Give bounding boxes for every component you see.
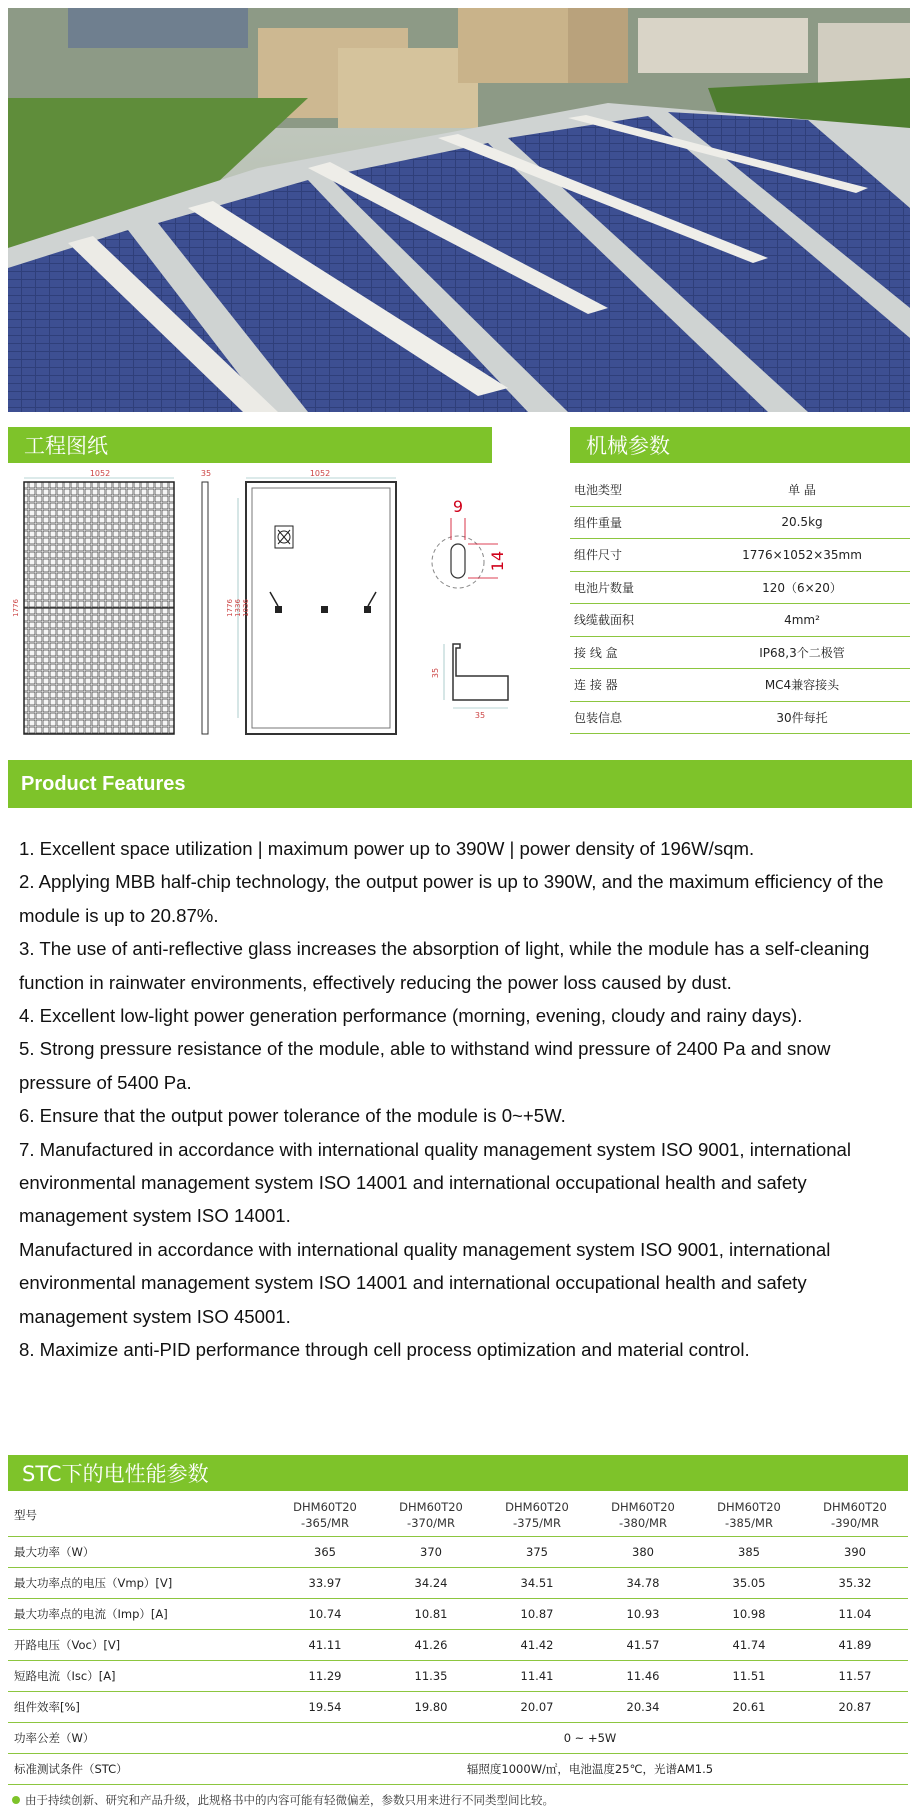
stc-tolerance-row <box>8 1723 908 1754</box>
stc-row-label: 最大功率点的电压（Vmp）[V] <box>8 1568 272 1599</box>
stc-section-title: STC下的电性能参数 <box>8 1455 908 1491</box>
mech-row <box>570 474 910 506</box>
stc-row <box>8 1537 908 1568</box>
stc-row <box>8 1630 908 1661</box>
mech-row <box>570 636 910 669</box>
model-suffix: -370/MR <box>407 1516 455 1530</box>
model-name <box>272 1494 378 1537</box>
mech-row <box>570 701 910 734</box>
stc-test-condition-row <box>8 1754 908 1785</box>
model-series: DHM60T20 <box>399 1500 463 1514</box>
mech-key: 电池片数量 <box>570 571 694 604</box>
stc-row <box>8 1599 908 1630</box>
back-dim2-label: 1336 <box>234 599 242 617</box>
back-width-label: 1052 <box>309 469 331 478</box>
stc-row-label: 最大功率（W） <box>8 1537 272 1568</box>
stc-table <box>8 1494 908 1785</box>
hole-height-label: 14 <box>488 550 507 572</box>
feature-item: 1. Excellent space utilization | maximum power up to 390W | power density of 196W/sqm. <box>19 838 755 859</box>
frame-width-label: 35 <box>474 711 486 720</box>
stc-cell: 10.81 <box>378 1599 484 1630</box>
mech-value: 20.5kg <box>694 506 910 539</box>
stc-cell: 390 <box>802 1537 908 1568</box>
mech-row <box>570 604 910 637</box>
model-suffix: -365/MR <box>301 1516 349 1530</box>
mech-key: 线缆截面积 <box>570 604 694 637</box>
model-series: DHM60T20 <box>717 1500 781 1514</box>
features-list <box>19 832 889 1367</box>
stc-cell: 385 <box>696 1537 802 1568</box>
stc-row-label: 开路电压（Voc）[V] <box>8 1630 272 1661</box>
stc-cell: 11.57 <box>802 1661 908 1692</box>
mech-key: 包装信息 <box>570 701 694 734</box>
mech-value: 120（6×20） <box>694 571 910 604</box>
features-section-title: Product Features <box>8 760 912 808</box>
stc-cell: 34.78 <box>590 1568 696 1599</box>
stc-cell: 41.11 <box>272 1630 378 1661</box>
stc-cell: 19.54 <box>272 1692 378 1723</box>
model-series: DHM60T20 <box>293 1500 357 1514</box>
model-suffix: -385/MR <box>725 1516 773 1530</box>
feature-item: 6. Ensure that the output power tolerance of the module is 0~+5W. <box>19 1105 566 1127</box>
junction-box-2 <box>321 606 328 613</box>
feature-item: Manufactured in accordance with international quality management system ISO 9001, international environmental management system ISO 14001 and international occupational health and safety management system ISO 45001. <box>19 1238 831 1327</box>
mech-value: 4mm² <box>694 604 910 637</box>
mech-row <box>570 506 910 539</box>
mech-value: 30件每托 <box>694 701 910 734</box>
stc-header-row <box>8 1494 908 1537</box>
stc-cell: 11.29 <box>272 1661 378 1692</box>
stc-cell: 11.51 <box>696 1661 802 1692</box>
stc-cell: 34.51 <box>484 1568 590 1599</box>
stc-cell: 11.35 <box>378 1661 484 1692</box>
stc-row <box>8 1661 908 1692</box>
mechanical-params-table <box>570 474 910 734</box>
drawings-section-title: 工程图纸 <box>8 427 492 463</box>
back-dim3-label: 1036 <box>242 599 250 617</box>
stc-row-label: 组件效率[%] <box>8 1692 272 1723</box>
stc-cell: 375 <box>484 1537 590 1568</box>
model-suffix: -375/MR <box>513 1516 561 1530</box>
feature-item: 3. The use of anti-reflective glass increases the absorption of light, while the module has a self-cleaning function in rainwater environments, effectively reducing the power loss caused by dust. <box>19 938 870 993</box>
stc-row-label: 标准测试条件（STC） <box>8 1754 272 1785</box>
stc-cell: 35.05 <box>696 1568 802 1599</box>
rooftop-solar-photo <box>8 8 910 412</box>
model-name <box>378 1494 484 1537</box>
stc-cell: 34.24 <box>378 1568 484 1599</box>
stc-row-label: 短路电流（Isc）[A] <box>8 1661 272 1692</box>
stc-cell: 11.41 <box>484 1661 590 1692</box>
stc-cell: 41.57 <box>590 1630 696 1661</box>
mech-key: 组件尺寸 <box>570 539 694 572</box>
stc-cell: 20.87 <box>802 1692 908 1723</box>
junction-box-1 <box>275 606 282 613</box>
side-width-label: 35 <box>200 469 212 478</box>
engineering-drawings <box>8 468 548 748</box>
model-series: DHM60T20 <box>823 1500 887 1514</box>
footnote-text: 由于持续创新、研究和产品升级，此规格书中的内容可能有轻微偏差，参数只用来进行不同类型间比较。 <box>25 1793 554 1807</box>
model-name <box>590 1494 696 1537</box>
stc-cell: 10.74 <box>272 1599 378 1630</box>
stc-cell: 19.80 <box>378 1692 484 1723</box>
mech-key: 接 线 盒 <box>570 636 694 669</box>
mech-key: 组件重量 <box>570 506 694 539</box>
feature-item: 2. Applying MBB half-chip technology, the output power is up to 390W, and the maximum efficiency of the module is up to 20.87%. <box>19 871 884 926</box>
stc-cell: 20.34 <box>590 1692 696 1723</box>
mech-key: 连 接 器 <box>570 669 694 702</box>
stc-cell: 41.42 <box>484 1630 590 1661</box>
mechanical-section-title: 机械参数 <box>570 427 910 463</box>
model-label: 型号 <box>8 1494 272 1537</box>
mech-value: 单 晶 <box>694 474 910 506</box>
stc-cell: 11.46 <box>590 1661 696 1692</box>
stc-merged-value: 辐照度1000W/㎡，电池温度25℃，光谱AM1.5 <box>272 1754 908 1785</box>
stc-row-label: 最大功率点的电流（Imp）[A] <box>8 1599 272 1630</box>
stc-cell: 10.93 <box>590 1599 696 1630</box>
stc-row <box>8 1568 908 1599</box>
stc-cell: 10.87 <box>484 1599 590 1630</box>
stc-cell: 11.04 <box>802 1599 908 1630</box>
side-view <box>202 482 208 734</box>
mech-value: 1776×1052×35mm <box>694 539 910 572</box>
model-series: DHM60T20 <box>611 1500 675 1514</box>
model-name <box>484 1494 590 1537</box>
feature-item: 7. Manufactured in accordance with international quality management system ISO 9001, international environmental management system ISO 14001 and international occupational health and safety management system ISO 14001. <box>19 1138 852 1227</box>
feature-item: 4. Excellent low-light power generation performance (morning, evening, cloudy and rainy days). <box>19 1005 803 1027</box>
mech-key: 电池类型 <box>570 474 694 506</box>
mech-row <box>570 669 910 702</box>
stc-cell: 380 <box>590 1537 696 1568</box>
frame-section <box>453 644 508 700</box>
stc-cell: 20.07 <box>484 1692 590 1723</box>
model-series: DHM60T20 <box>505 1500 569 1514</box>
stc-cell: 41.74 <box>696 1630 802 1661</box>
stc-cell: 41.89 <box>802 1630 908 1661</box>
mech-value: MC4兼容接头 <box>694 669 910 702</box>
model-suffix: -390/MR <box>831 1516 879 1530</box>
module-drawing-svg <box>8 468 548 748</box>
stc-cell: 365 <box>272 1537 378 1568</box>
stc-merged-value: 0 ~ +5W <box>272 1723 908 1754</box>
front-height-label: 1776 <box>12 599 20 617</box>
footnote <box>12 1792 554 1808</box>
model-name <box>802 1494 908 1537</box>
model-name <box>696 1494 802 1537</box>
stc-cell: 41.26 <box>378 1630 484 1661</box>
stc-cell: 33.97 <box>272 1568 378 1599</box>
stc-cell: 10.98 <box>696 1599 802 1630</box>
bullet-dot-icon <box>12 1796 20 1804</box>
mech-value: IP68,3个二极管 <box>694 636 910 669</box>
hole-width-label: 9 <box>452 497 464 516</box>
stc-cell: 20.61 <box>696 1692 802 1723</box>
front-width-label: 1052 <box>89 469 111 478</box>
stc-row-label: 功率公差（W） <box>8 1723 272 1754</box>
model-suffix: -380/MR <box>619 1516 667 1530</box>
back-height-label: 1776 <box>226 599 234 617</box>
mech-row <box>570 571 910 604</box>
hero-photo <box>8 8 910 412</box>
stc-row <box>8 1692 908 1723</box>
mech-row <box>570 539 910 572</box>
feature-item: 8. Maximize anti-PID performance through cell process optimization and material control. <box>19 1339 750 1361</box>
junction-box-3 <box>364 606 371 613</box>
stc-cell: 370 <box>378 1537 484 1568</box>
feature-item: 5. Strong pressure resistance of the module, able to withstand wind pressure of 2400 Pa and snow pressure of 5400 Pa. <box>19 1038 831 1093</box>
stc-cell: 35.32 <box>802 1568 908 1599</box>
frame-height-label: 35 <box>431 667 440 679</box>
